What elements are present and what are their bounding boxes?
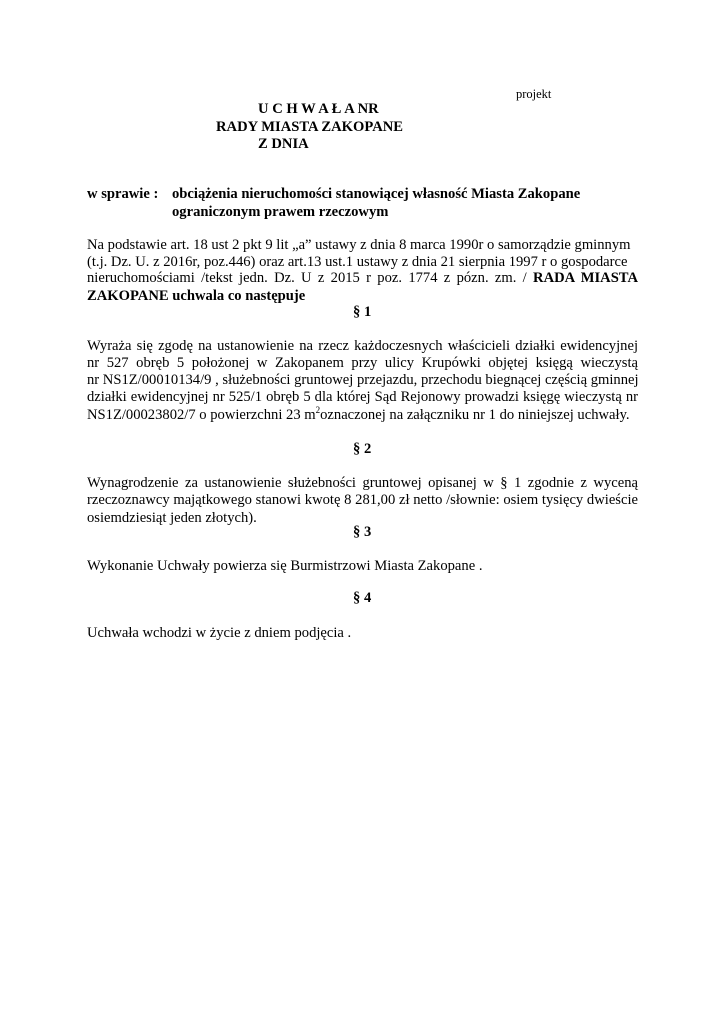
section-4-line-1: Uchwała wchodzi w życie z dniem podjęcia . [87, 625, 352, 641]
preamble-line-2: (t.j. Dz. U. z 2016r, poz.446) oraz art.13 ust.1 ustawy z dnia 21 sierpnia 1997 r o gospodarce [87, 254, 628, 270]
subject-line-2: ograniczonym prawem rzeczowym [172, 204, 389, 220]
preamble-line-4: ZAKOPANE uchwala co następuje [87, 288, 306, 304]
section-2-line-3: osiemdziesiąt jeden złotych). [87, 510, 257, 526]
section-3-line-1: Wykonanie Uchwały powierza się Burmistrzowi Miasta Zakopane . [87, 558, 483, 574]
preamble-line-3-bold: RADA MIASTA [533, 270, 638, 286]
section-1-line-4: działki ewidencyjnej nr 525/1 obręb 5 dla której Sąd Rejonowy prowadzi księgę wieczystą nr [87, 389, 638, 405]
council-name: RADY MIASTA ZAKOPANE [216, 119, 404, 135]
resolution-title: U C H W A Ł A NR [258, 101, 379, 117]
preamble-line-1: Na podstawie art. 18 ust 2 pkt 9 lit „a” ustawy z dnia 8 marca 1990r o samorządzie gminnym [87, 237, 631, 253]
resolution-date: Z DNIA [258, 136, 309, 152]
section-2-line-2: rzeczoznawcy majątkowego stanowi kwotę 8 281,00 zł netto /słownie: osiem tysięcy dwieście [87, 492, 638, 508]
preamble-line-3 [87, 270, 638, 287]
superscript-2: 2 [315, 405, 321, 416]
preamble-line-3-text: nieruchomościami /tekst jedn. Dz. U z 2015 r poz. 1774 z pózn. zm. / [87, 270, 527, 286]
section-2-heading: § 2 [353, 441, 372, 457]
projekt-label: projekt [516, 87, 552, 101]
section-1-line-5-b: oznaczonej na załączniku nr 1 do niniejszej uchwały. [320, 407, 630, 423]
section-2-line-1: Wynagrodzenie za ustanowienie służebności gruntowej opisanej w § 1 zgodnie z wyceną [87, 475, 638, 491]
section-1-line-1: Wyraża się zgodę na ustanowienie na rzecz każdoczesnych właścicieli działki ewidencyjnej [87, 338, 638, 354]
section-4-heading: § 4 [353, 590, 372, 606]
section-1-line-5 [87, 406, 630, 424]
section-1-line-5-a: NS1Z/00023802/7 o powierzchni 23 m [87, 407, 316, 423]
section-1-heading: § 1 [353, 304, 372, 320]
section-3-heading: § 3 [353, 524, 372, 540]
section-1-line-3: nr NS1Z/00010134/9 , służebności gruntowej przejazdu, przechodu biegnącej częścią gminnej [87, 372, 639, 388]
subject-label: w sprawie : [87, 186, 159, 202]
section-1-line-2: nr 527 obręb 5 położonej w Zakopanem przy ulicy Krupówki objętej księgą wieczystą [87, 355, 638, 371]
subject-line-1: obciążenia nieruchomości stanowiącej własność Miasta Zakopane [172, 186, 581, 202]
